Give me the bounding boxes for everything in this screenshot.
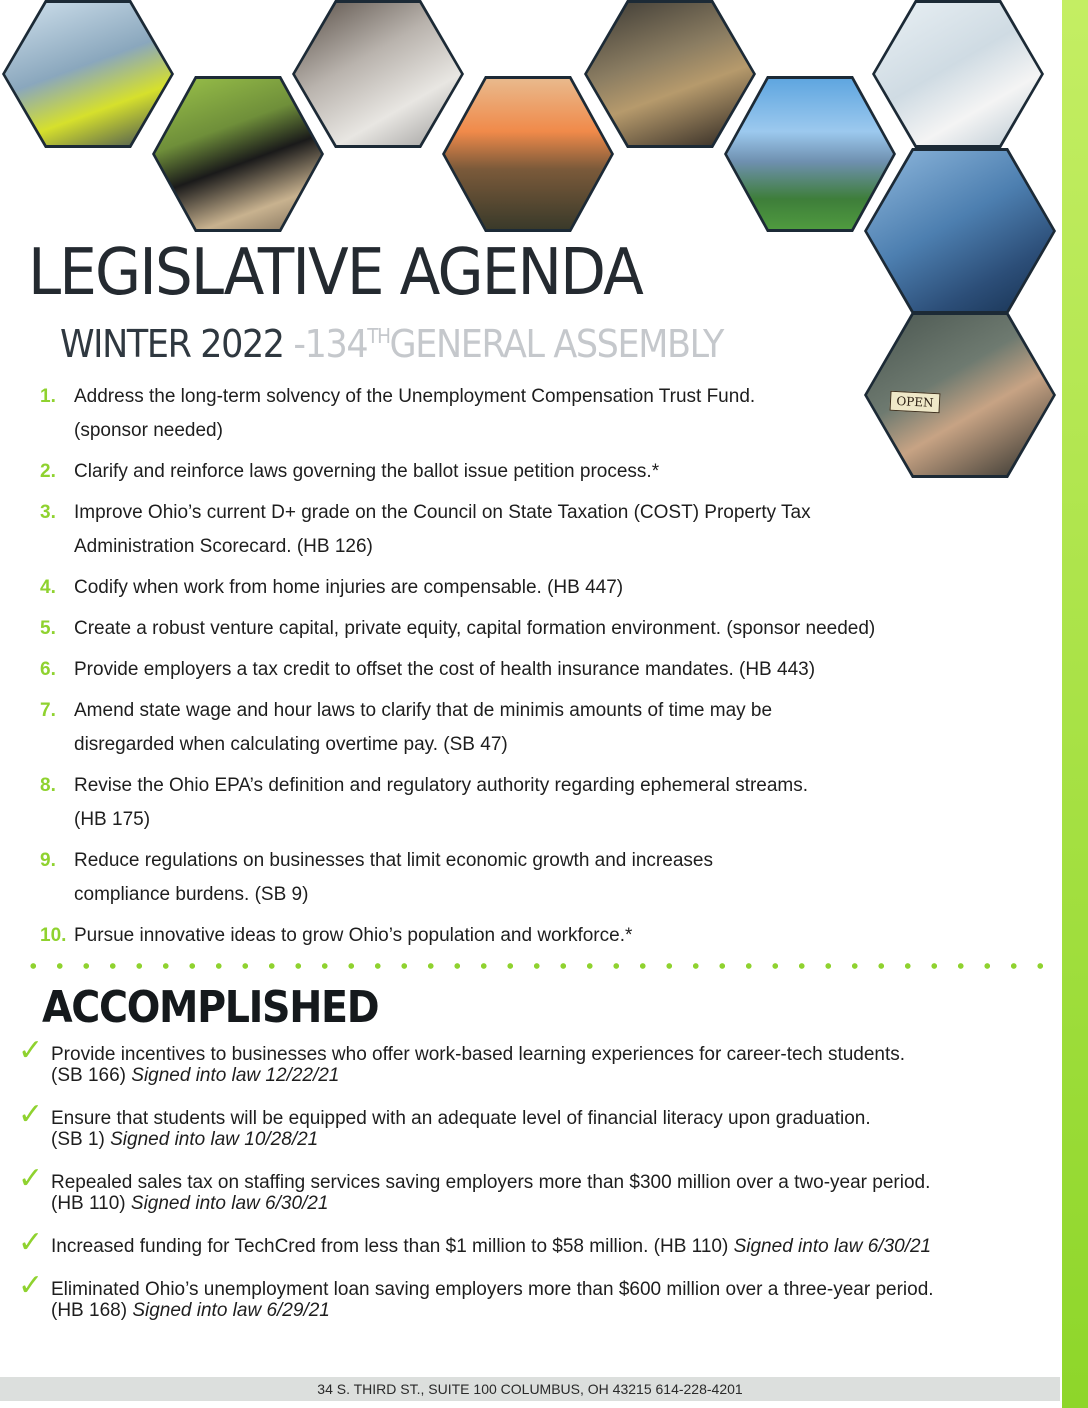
hex-photo-solar-wind	[724, 76, 896, 232]
hex-photo-gavel	[584, 0, 756, 148]
accomplished-item: ✓ Eliminated Ohio’s unemployment loan saving employers more than $600 million over a three-year period. (HB 168) Signed into law 6/29/21	[18, 1269, 934, 1321]
agenda-item: 2. Clarify and reinforce laws governing the ballot issue petition process.*	[40, 461, 660, 482]
hex-photo-engineers	[2, 0, 174, 148]
hex-photo-tractor	[442, 76, 614, 232]
page-title: LEGISLATIVE AGENDA	[28, 236, 642, 310]
accomplished-item: ✓ Provide incentives to businesses who offer work-based learning experiences for career-tech students. (SB 166) Signed into law 12/22/21	[18, 1034, 906, 1086]
subtitle-assembly: -134THGENERAL ASSEMBLY	[283, 322, 724, 366]
agenda-item: 7. Amend state wage and hour laws to clarify that de minimis amounts of time may be disregarded when calculating overtime pay. (SB 47)	[40, 700, 773, 755]
check-icon: ✓	[18, 1098, 44, 1131]
check-icon: ✓	[18, 1226, 44, 1259]
subtitle-season: WINTER 2022	[60, 322, 284, 366]
agenda-item: 9. Reduce regulations on businesses that limit economic growth and increases compliance burdens. (SB 9)	[40, 850, 713, 905]
check-icon: ✓	[18, 1034, 44, 1067]
agenda-item: 1. Address the long-term solvency of the Unemployment Compensation Trust Fund. (sponsor needed)	[40, 386, 756, 441]
agenda-list	[40, 380, 1000, 953]
accomplished-item: ✓ Ensure that students will be equipped with an adequate level of financial literacy upon graduation. (SB 1) Signed into law 10/28/21	[18, 1098, 871, 1150]
hex-photo-cyber-security	[864, 148, 1056, 314]
hex-photo-graduation	[152, 76, 324, 232]
accomplished-list	[18, 1034, 1058, 1343]
page-subtitle	[60, 322, 723, 366]
agenda-item: 5. Create a robust venture capital, private equity, capital formation environment. (sponsor needed)	[40, 618, 876, 639]
hex-photo-calculator	[292, 0, 464, 148]
green-side-bar	[1062, 0, 1088, 1408]
dotted-divider	[20, 961, 1050, 971]
hex-photo-doctor-xray	[872, 0, 1044, 148]
open-sign: OPEN	[890, 391, 941, 414]
accomplished-item: ✓ Increased funding for TechCred from less than $1 million to $58 million. (HB 110) Signed into law 6/30/21	[18, 1226, 932, 1259]
agenda-item: 8. Revise the Ohio EPA’s definition and regulatory authority regarding ephemeral streams. (HB 175)	[40, 775, 809, 830]
check-icon: ✓	[18, 1162, 44, 1195]
check-icon: ✓	[18, 1269, 44, 1302]
agenda-item: 10. Pursue innovative ideas to grow Ohio’s population and workforce.*	[40, 925, 633, 946]
accomplished-item: ✓ Repealed sales tax on staffing services saving employers more than $300 million over a two-year period. (HB 110) Signed into law 6/30/21	[18, 1162, 931, 1214]
agenda-item: 3. Improve Ohio’s current D+ grade on the Council on State Taxation (COST) Property Tax Administration Scorecard. (HB 126)	[40, 502, 811, 557]
footer-address: 34 S. THIRD ST., SUITE 100 COLUMBUS, OH 43215 614-228-4201	[0, 1377, 1060, 1401]
agenda-item: 4. Codify when work from home injuries are compensable. (HB 447)	[40, 577, 624, 598]
accomplished-heading: ACCOMPLISHED	[42, 982, 379, 1033]
agenda-item: 6. Provide employers a tax credit to offset the cost of health insurance mandates. (HB 443)	[40, 659, 816, 680]
